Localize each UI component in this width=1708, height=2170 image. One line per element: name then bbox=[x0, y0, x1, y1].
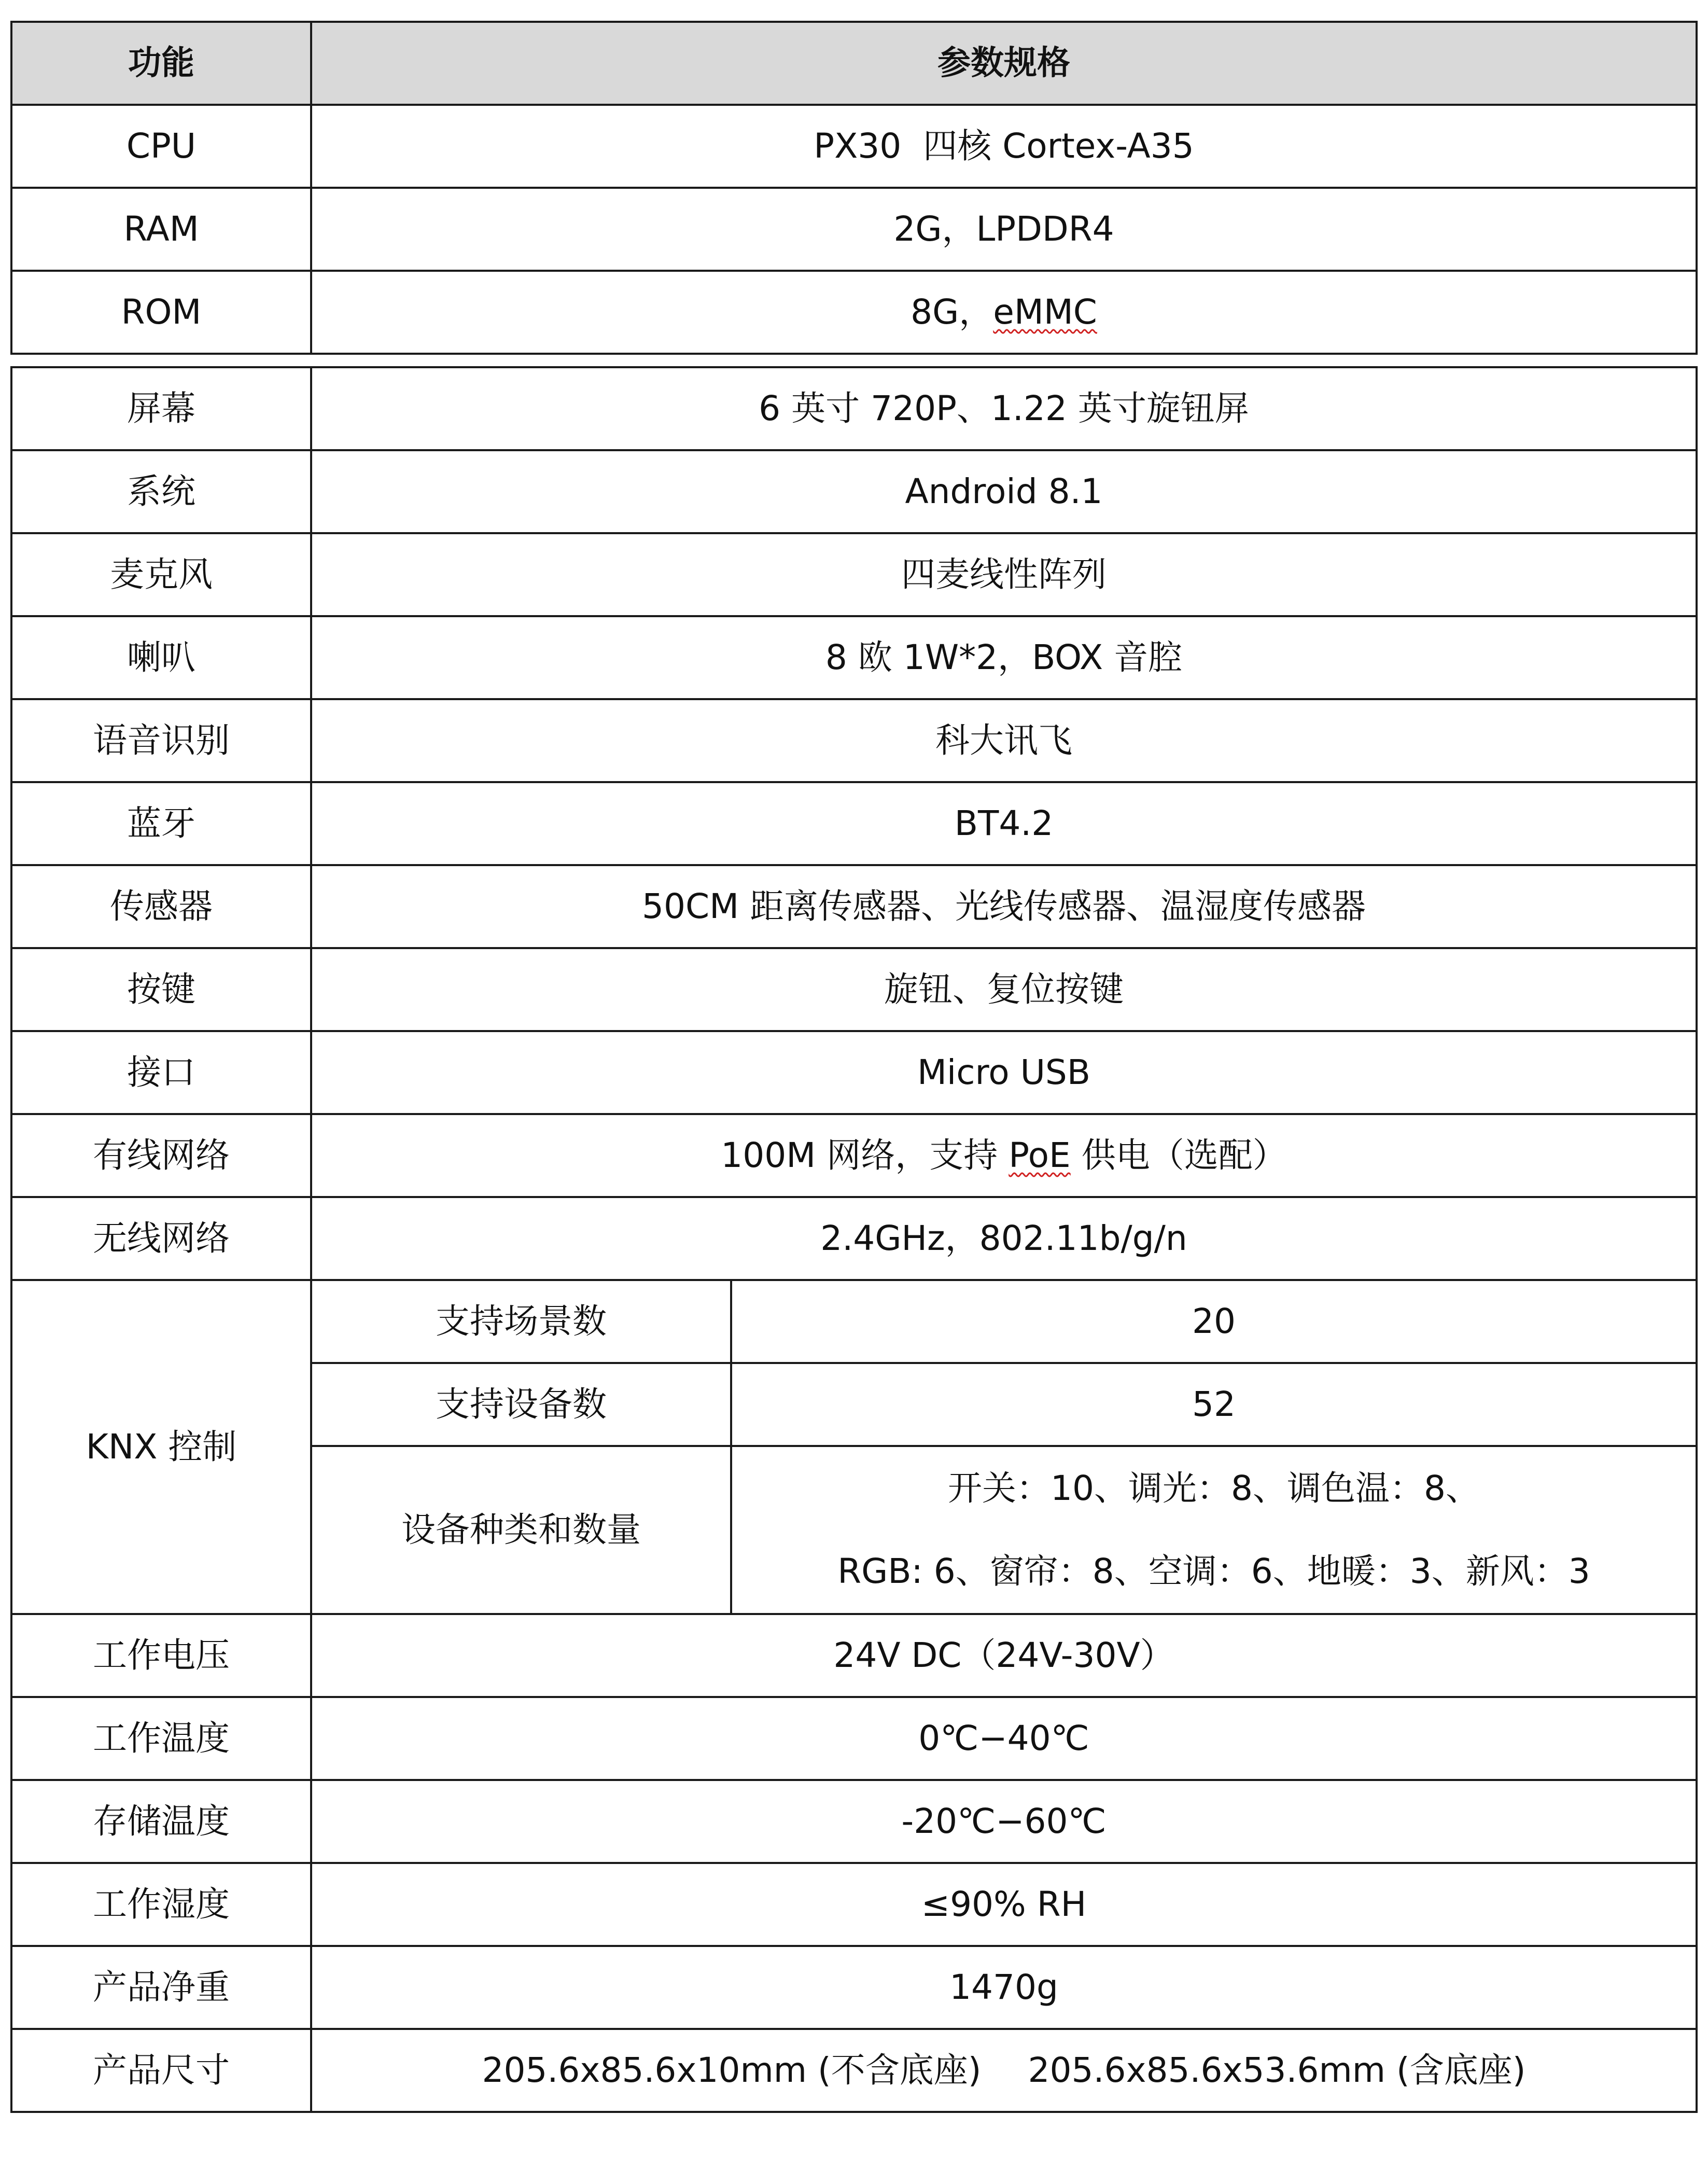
knx-types-label: 设备种类和数量 bbox=[311, 1446, 731, 1614]
row-value: 1470g bbox=[311, 1946, 1697, 2029]
knx-sub-label: 支持场景数 bbox=[311, 1280, 731, 1363]
row-key: 有线网络 bbox=[11, 1114, 311, 1197]
row-key: 按键 bbox=[11, 948, 311, 1031]
table-row bbox=[11, 2029, 1697, 2112]
row-value: BT4.2 bbox=[311, 782, 1697, 865]
table-row bbox=[11, 782, 1697, 865]
table-row bbox=[11, 533, 1697, 616]
spec-table bbox=[10, 21, 1698, 2113]
table-row bbox=[11, 1946, 1697, 2029]
row-value: 旋钮、复位按键 bbox=[311, 948, 1697, 1031]
table-row bbox=[11, 1697, 1697, 1780]
row-key: 系统 bbox=[11, 450, 311, 533]
row-value: 6 英寸 720P、1.22 英寸旋钮屏 bbox=[311, 367, 1697, 450]
table-row bbox=[11, 1614, 1697, 1697]
row-value: ≤90% RH bbox=[311, 1863, 1697, 1946]
row-key: 接口 bbox=[11, 1031, 311, 1114]
table-row bbox=[11, 1780, 1697, 1863]
table-gap bbox=[11, 354, 1697, 367]
table-row bbox=[11, 450, 1697, 533]
row-value: 2.4GHz，802.11b/g/n bbox=[311, 1197, 1697, 1280]
table-row bbox=[11, 865, 1697, 948]
row-key: 麦克风 bbox=[11, 533, 311, 616]
row-key: 无线网络 bbox=[11, 1197, 311, 1280]
header-row bbox=[11, 22, 1697, 105]
row-value: PX30 四核 Cortex-A35 bbox=[311, 105, 1697, 188]
row-value: -20℃−60℃ bbox=[311, 1780, 1697, 1863]
knx-key: KNX 控制 bbox=[11, 1280, 311, 1614]
row-key: 喇叭 bbox=[11, 616, 311, 699]
header-spec: 参数规格 bbox=[311, 22, 1697, 105]
rom-value-prefix: 8G， bbox=[911, 292, 993, 332]
spellcheck-marked-text: eMMC bbox=[993, 292, 1097, 332]
knx-types-line: 开关：10、调光：8、调色温：8、 bbox=[948, 1468, 1480, 1508]
row-key: 蓝牙 bbox=[11, 782, 311, 865]
spellcheck-marked-text: PoE bbox=[1009, 1135, 1071, 1176]
row-key: 存储温度 bbox=[11, 1780, 311, 1863]
row-key: 工作电压 bbox=[11, 1614, 311, 1697]
knx-sub-label: 支持设备数 bbox=[311, 1363, 731, 1446]
row-value bbox=[311, 2029, 1697, 2112]
row-value: 50CM 距离传感器、光线传感器、温湿度传感器 bbox=[311, 865, 1697, 948]
row-value bbox=[311, 1114, 1697, 1197]
row-key: CPU bbox=[11, 105, 311, 188]
row-value: 2G，LPDDR4 bbox=[311, 188, 1697, 271]
row-value: Micro USB bbox=[311, 1031, 1697, 1114]
row-key: 工作湿度 bbox=[11, 1863, 311, 1946]
table-row bbox=[11, 271, 1697, 354]
row-key: 传感器 bbox=[11, 865, 311, 948]
table-row bbox=[11, 1863, 1697, 1946]
row-key: 产品净重 bbox=[11, 1946, 311, 2029]
knx-row bbox=[11, 1280, 1697, 1363]
row-key: 屏幕 bbox=[11, 367, 311, 450]
knx-sub-value: 20 bbox=[731, 1280, 1697, 1363]
table-row bbox=[11, 616, 1697, 699]
table-row bbox=[11, 188, 1697, 271]
size-with-base: 205.6x85.6x53.6mm (含底座) bbox=[1028, 2050, 1526, 2091]
knx-sub-value: 52 bbox=[731, 1363, 1697, 1446]
row-key: 工作温度 bbox=[11, 1697, 311, 1780]
knx-types-value bbox=[731, 1446, 1697, 1614]
header-function: 功能 bbox=[11, 22, 311, 105]
row-value: 24V DC（24V-30V） bbox=[311, 1614, 1697, 1697]
row-value: Android 8.1 bbox=[311, 450, 1697, 533]
table-row bbox=[11, 1031, 1697, 1114]
row-value: 0℃−40℃ bbox=[311, 1697, 1697, 1780]
table-row bbox=[11, 699, 1697, 782]
wired-value-suffix: 供电（选配） bbox=[1070, 1135, 1287, 1176]
wired-value-prefix: 100M 网络，支持 bbox=[721, 1135, 1009, 1176]
table-row bbox=[11, 105, 1697, 188]
table-row bbox=[11, 1114, 1697, 1197]
row-value: 8 欧 1W*2，BOX 音腔 bbox=[311, 616, 1697, 699]
spec-table-wrapper bbox=[10, 21, 1696, 2113]
size-without-base: 205.6x85.6x10mm (不含底座) bbox=[482, 2050, 982, 2091]
row-value: 科大讯飞 bbox=[311, 699, 1697, 782]
row-key: 产品尺寸 bbox=[11, 2029, 311, 2112]
gap-cell bbox=[11, 354, 1697, 367]
row-key: RAM bbox=[11, 188, 311, 271]
row-value: 四麦线性阵列 bbox=[311, 533, 1697, 616]
table-row bbox=[11, 1197, 1697, 1280]
row-key: ROM bbox=[11, 271, 311, 354]
row-key: 语音识别 bbox=[11, 699, 311, 782]
row-value bbox=[311, 271, 1697, 354]
knx-types-line: RGB: 6、窗帘：8、空调：6、地暖：3、新风：3 bbox=[837, 1551, 1590, 1591]
table-row bbox=[11, 367, 1697, 450]
table-row bbox=[11, 948, 1697, 1031]
